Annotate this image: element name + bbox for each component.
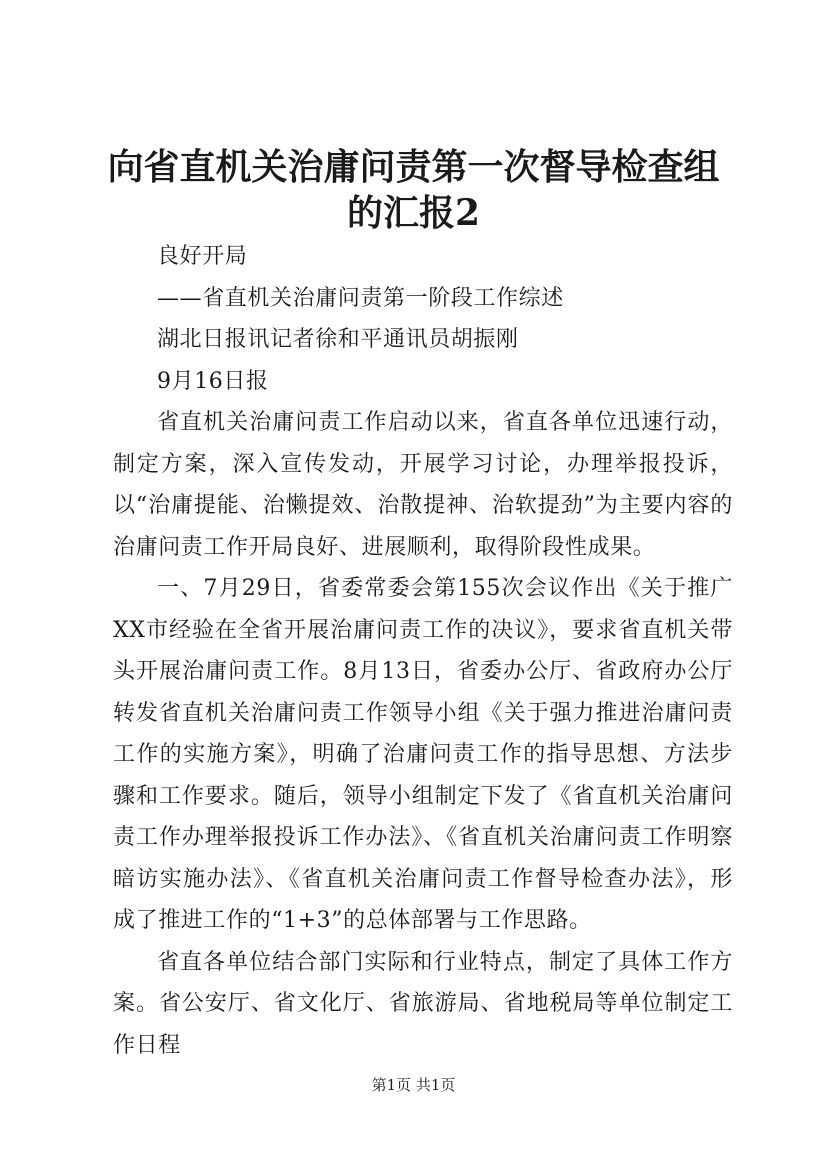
paragraph-units: 省直各单位结合部门实际和行业特点，制定了具体工作方案。省公安厅、省文化厅、省旅游局、省地税局等单位制定工作日程 (113, 949, 733, 1058)
document-body (113, 236, 733, 1066)
paragraph-intro: 省直机关治庸问责工作启动以来，省直各单位迅速行动，制定方案，深入宣传发动，开展学习讨论，办理举报投诉，以“治庸提能、治懒提效、治散提神、治软提劲”为主要内容的治庸问责工作开局良好、进展顺利，取得阶段性成果。 (113, 410, 733, 560)
paragraph-date: 9月16日报 (157, 368, 269, 394)
paragraph-subtitle: ——省直机关治庸问责第一阶段工作综述 (157, 285, 564, 311)
page-footer: 第1页 共1页 (371, 1076, 456, 1094)
paragraph-section-one: 一、7月29日，省委常委会第155次会议作出《关于推广XX市经验在全省开展治庸问责工作的决议》，要求省直机关带头开展治庸问责工作。8月13日，省委办公厅、省政府办公厅转发省直机关治庸问责工作领导小组《关于强力推进治庸问责工作的实施方案》，明确了治庸问责工作的指导思想、方法步骤和工作要求。随后，领导小组制定下发了《省直机关治庸问责工作办理举报投诉工作办法》、《省直机关治庸问责工作明察暗访实施办法》、《省直机关治庸问责工作督导检查办法》，形成了推进工作的“1+3”的总体部署与工作思路。 (113, 576, 733, 933)
paragraph-heading: 良好开局 (157, 244, 248, 269)
document-title: 向省直机关治庸问责第一次督导检查组的汇报2 (107, 146, 720, 234)
paragraph-byline: 湖北日报讯记者徐和平通讯员胡振刚 (157, 327, 519, 352)
